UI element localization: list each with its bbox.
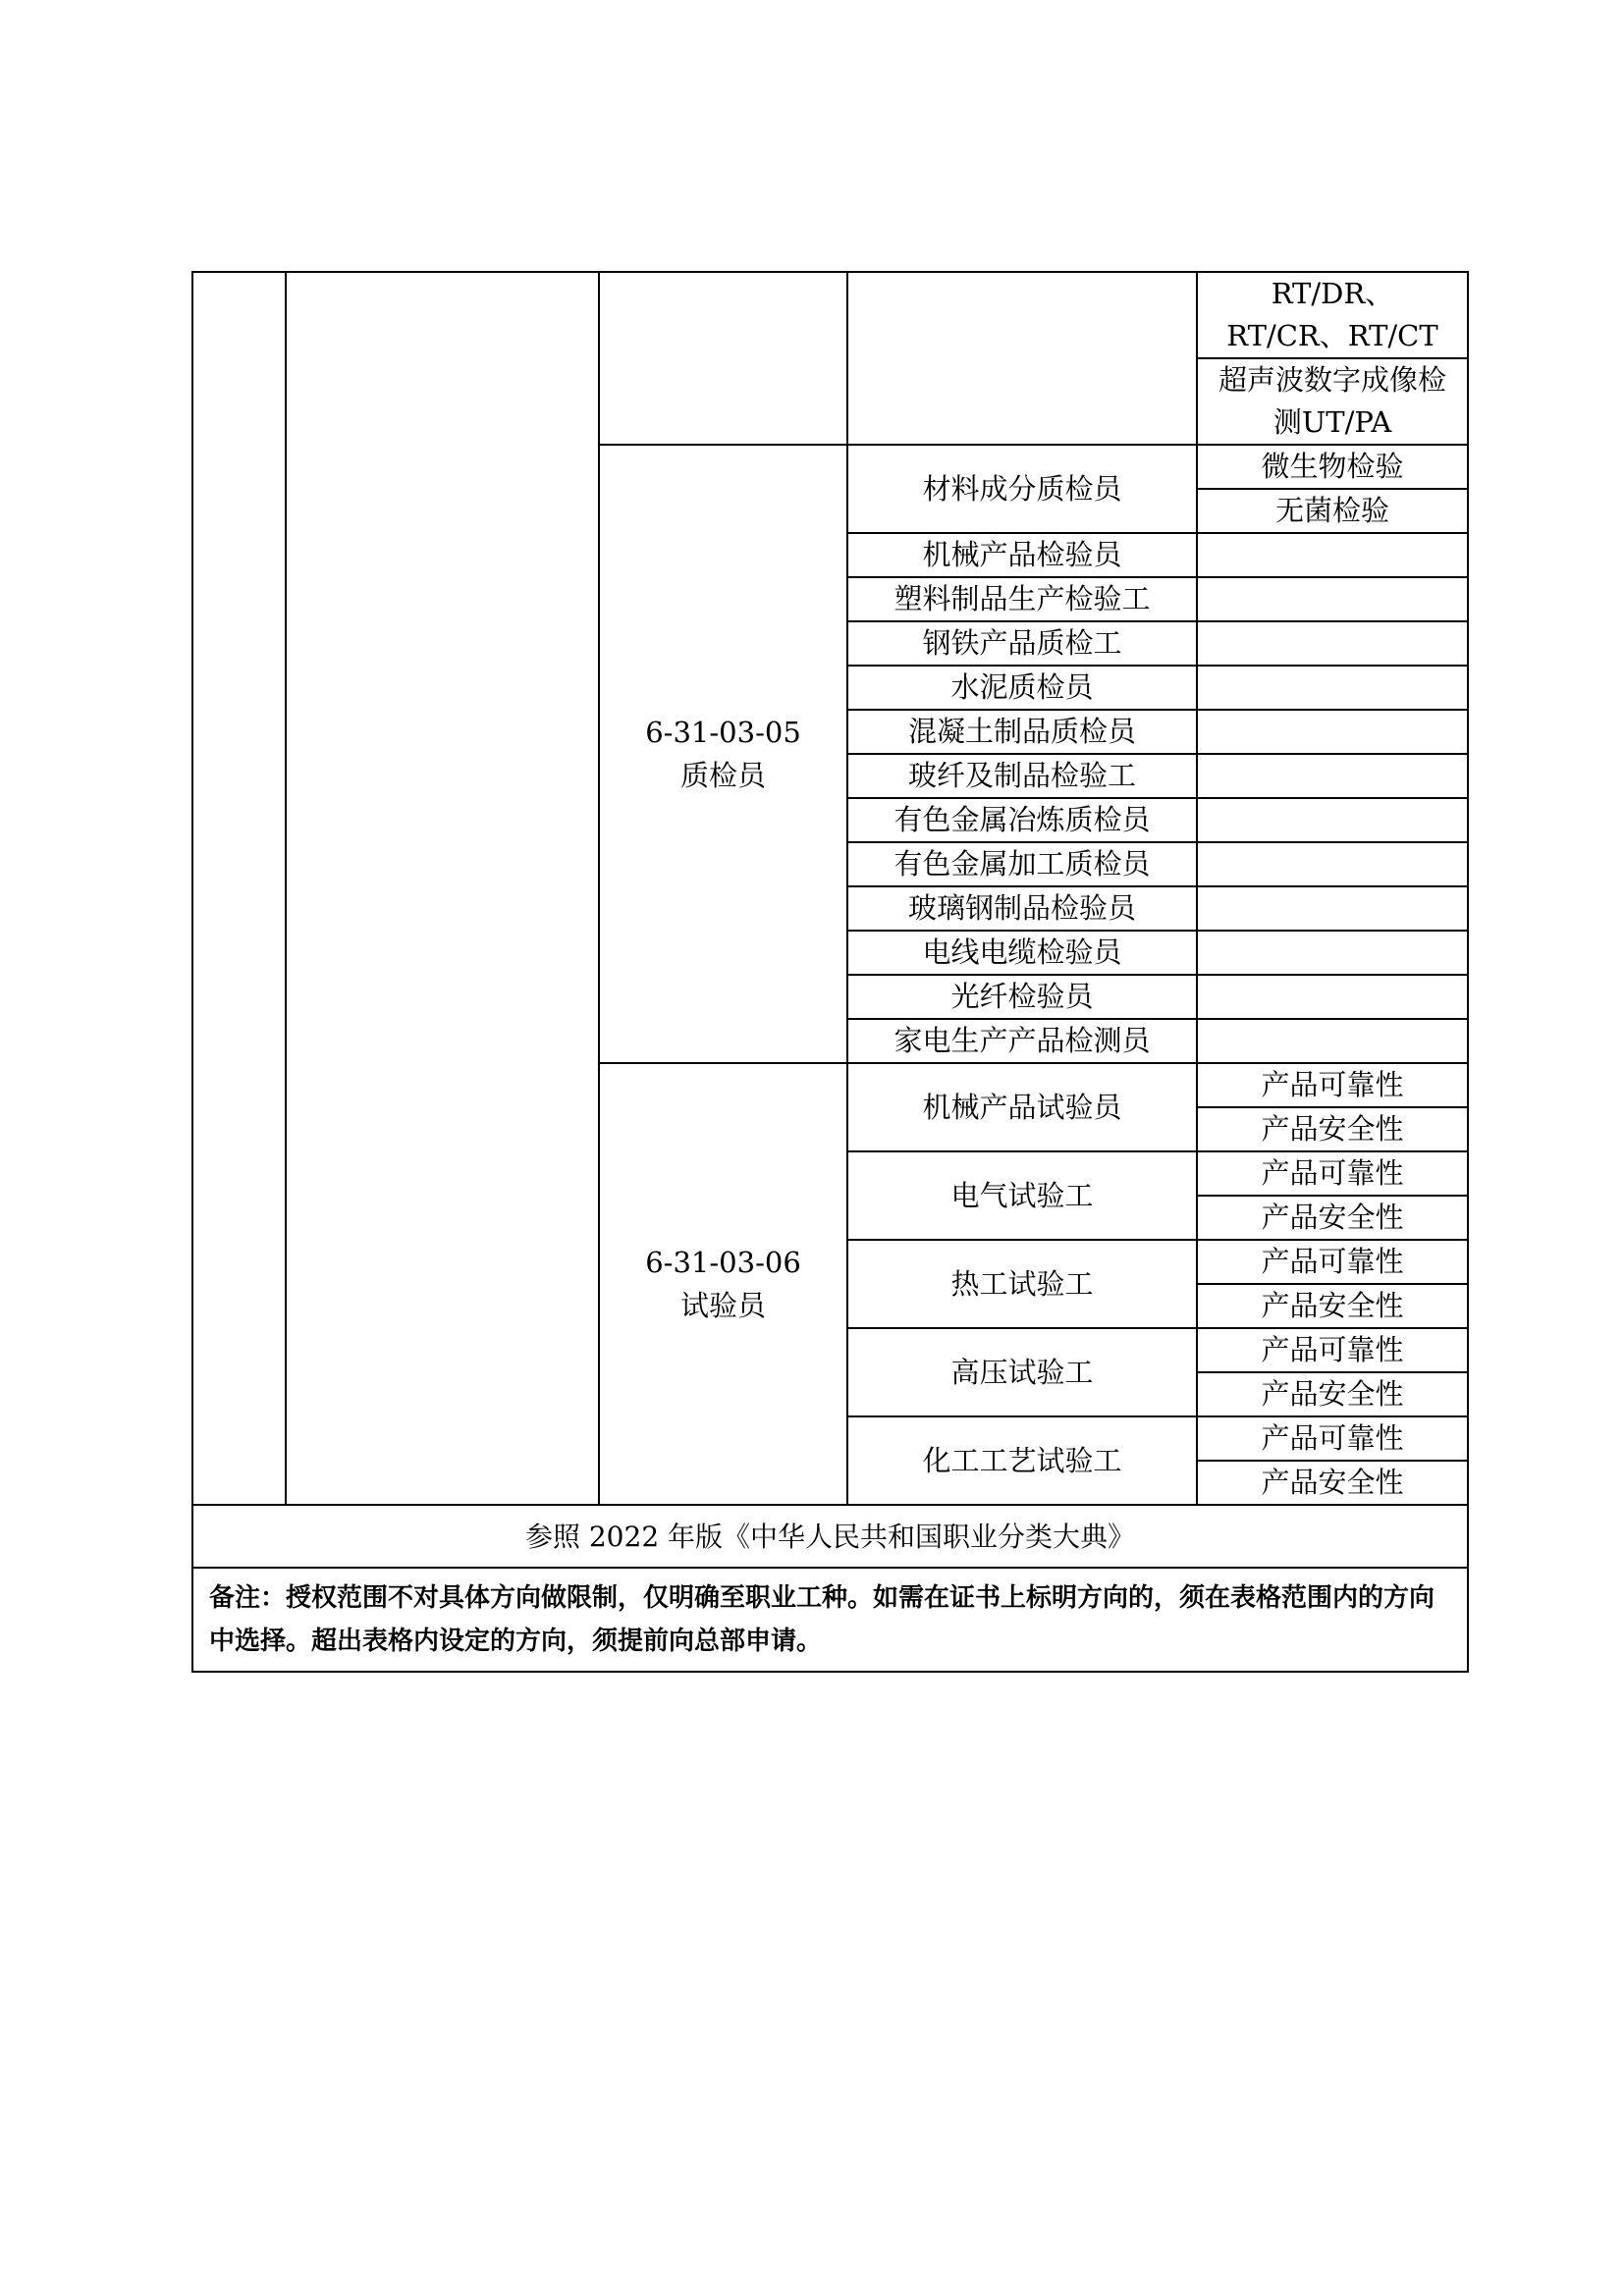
occupation-cell: 材料成分质检员: [847, 445, 1197, 533]
category-cell: [192, 272, 286, 1505]
direction-cell-empty: [1197, 1019, 1468, 1063]
direction-cell: 产品可靠性: [1197, 1151, 1468, 1196]
direction-cell-empty: [1197, 975, 1468, 1019]
reference-row: [192, 1505, 1468, 1568]
occupation-cell: 钢铁产品质检工: [847, 621, 1197, 666]
group-cell: [599, 1063, 847, 1505]
direction-cell: 产品可靠性: [1197, 1416, 1468, 1461]
direction-cell: 超声波数字成像检测UT/PA: [1197, 358, 1468, 445]
occupation-cell: 玻璃钢制品检验员: [847, 886, 1197, 931]
direction-cell-empty: [1197, 666, 1468, 710]
note-text: 备注：授权范围不对具体方向做限制，仅明确至职业工种。如需在证书上标明方向的，须在表格范围内的方向中选择。超出表格内设定的方向，须提前向总部申请。: [192, 1568, 1468, 1672]
occupation-cell: 热工试验工: [847, 1240, 1197, 1328]
direction-cell: 产品安全性: [1197, 1372, 1468, 1416]
occupation-cell: 光纤检验员: [847, 975, 1197, 1019]
group-name: 试验员: [679, 1289, 766, 1322]
occupation-cell: 电气试验工: [847, 1151, 1197, 1240]
direction-cell: 无菌检验: [1197, 489, 1468, 533]
occupation-cell: 有色金属加工质检员: [847, 842, 1197, 886]
occupation-cell: 化工工艺试验工: [847, 1416, 1197, 1505]
direction-cell: 产品可靠性: [1197, 1240, 1468, 1284]
occupation-table: [191, 271, 1469, 1673]
occupation-cell: 高压试验工: [847, 1328, 1197, 1416]
table-row: [192, 272, 1468, 358]
occupation-cell: 混凝土制品质检员: [847, 710, 1197, 754]
direction-cell: 产品安全性: [1197, 1196, 1468, 1240]
direction-cell: 产品安全性: [1197, 1284, 1468, 1328]
group-code: 6-31-03-06: [645, 1246, 801, 1279]
direction-cell: 微生物检验: [1197, 445, 1468, 489]
occupation-cell: 电线电缆检验员: [847, 931, 1197, 975]
occupation-cell: 玻纤及制品检验工: [847, 754, 1197, 798]
occupation-cell: 塑料制品生产检验工: [847, 577, 1197, 621]
direction-cell-empty: [1197, 754, 1468, 798]
group-code: 6-31-03-05: [645, 716, 801, 749]
direction-cell: 产品安全性: [1197, 1461, 1468, 1505]
direction-cell: 产品可靠性: [1197, 1063, 1468, 1107]
direction-cell-empty: [1197, 842, 1468, 886]
reference-text: 参照 2022 年版《中华人民共和国职业分类大典》: [192, 1505, 1468, 1568]
direction-cell: RT/DR、RT/CR、RT/CT: [1197, 272, 1468, 358]
direction-cell-empty: [1197, 710, 1468, 754]
note-row: [192, 1568, 1468, 1672]
occupation-cell: 机械产品试验员: [847, 1063, 1197, 1151]
direction-cell: 产品可靠性: [1197, 1328, 1468, 1372]
occupation-cell: 家电生产产品检测员: [847, 1019, 1197, 1063]
direction-cell-empty: [1197, 577, 1468, 621]
occupation-cell: 机械产品检验员: [847, 533, 1197, 577]
subcategory-cell: [286, 272, 599, 1505]
group-name: 质检员: [679, 759, 766, 792]
direction-cell: 产品安全性: [1197, 1107, 1468, 1151]
prev-occupation-cell: [847, 272, 1197, 445]
prev-group-cell: [599, 272, 847, 445]
direction-cell-empty: [1197, 533, 1468, 577]
occupation-cell: 水泥质检员: [847, 666, 1197, 710]
direction-cell-empty: [1197, 621, 1468, 666]
occupation-cell: 有色金属冶炼质检员: [847, 798, 1197, 842]
direction-cell-empty: [1197, 886, 1468, 931]
direction-cell-empty: [1197, 931, 1468, 975]
group-cell: [599, 445, 847, 1063]
direction-cell-empty: [1197, 798, 1468, 842]
